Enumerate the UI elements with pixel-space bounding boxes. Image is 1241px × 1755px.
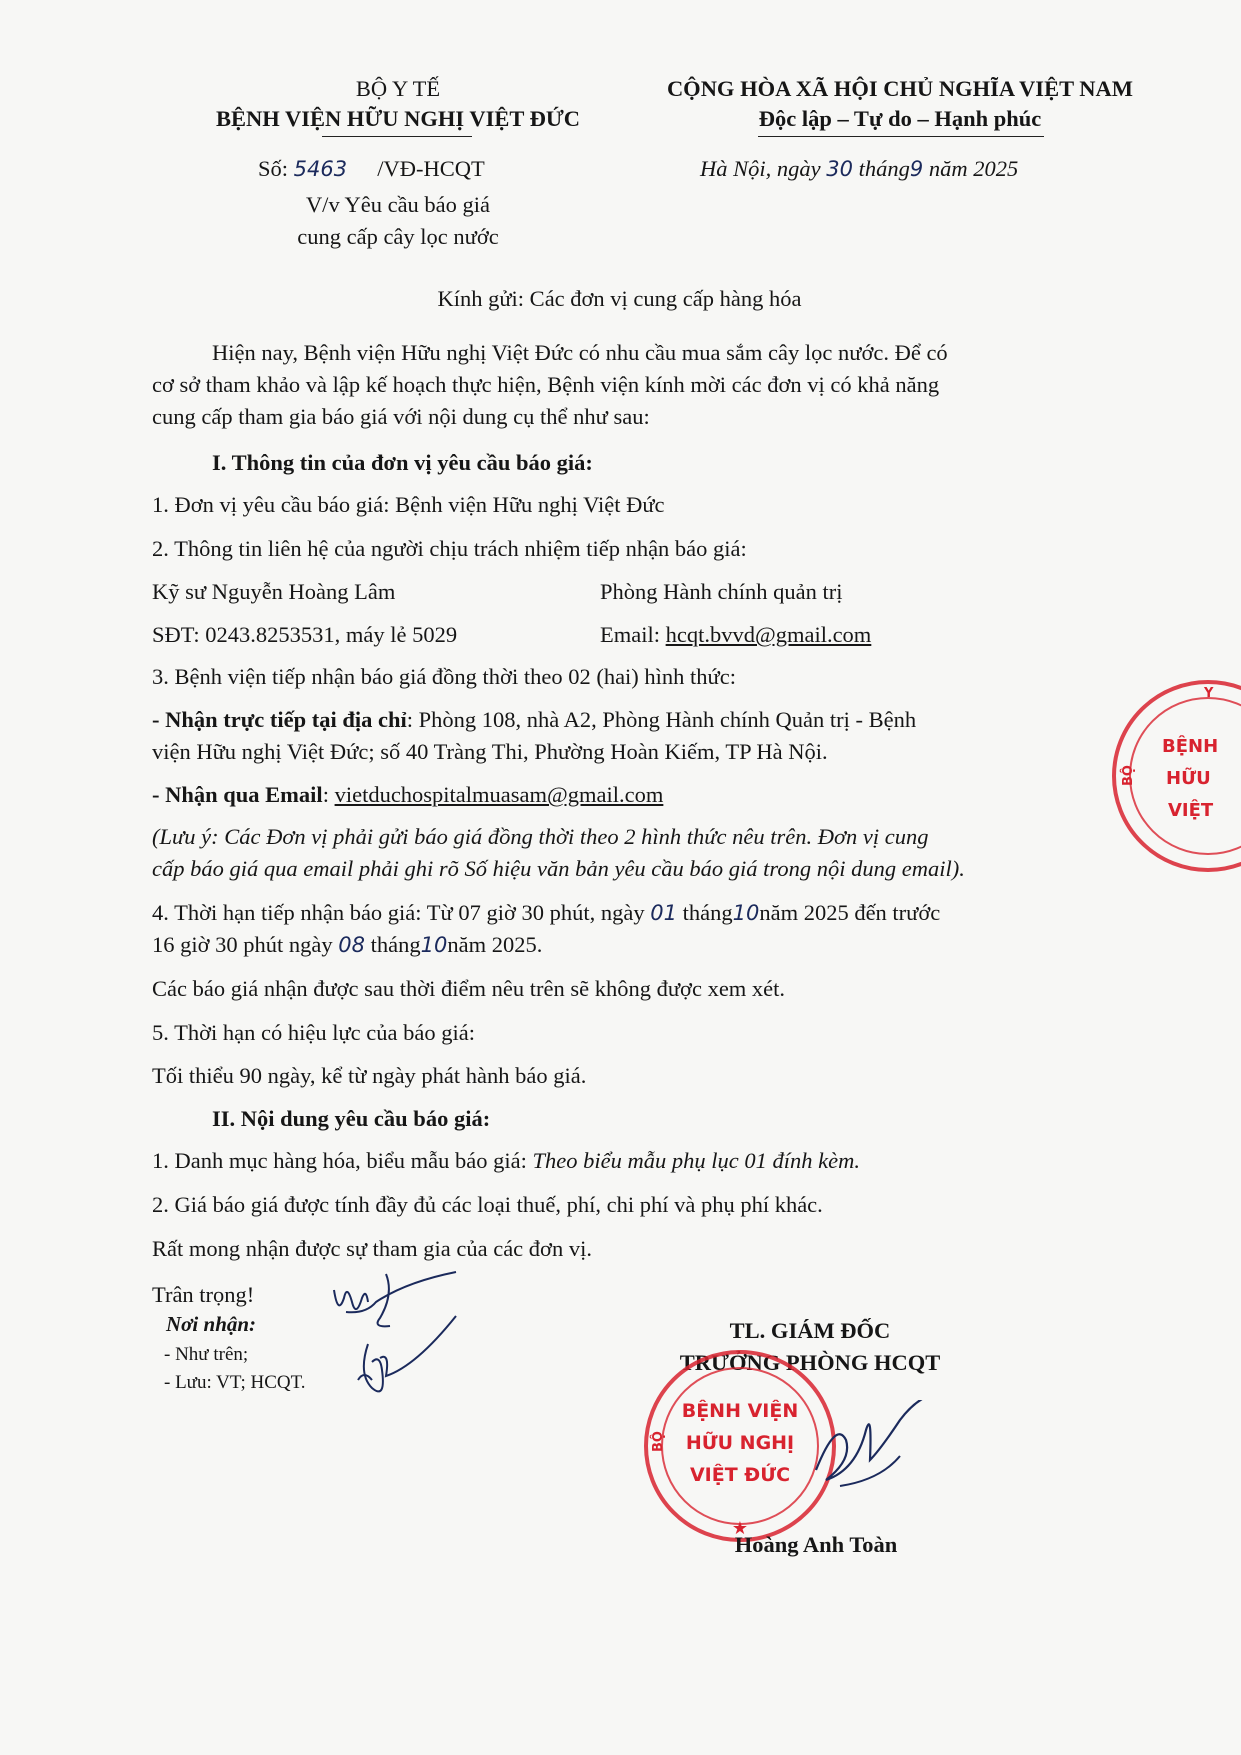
- contact-department: Phòng Hành chính quản trị: [600, 579, 843, 604]
- seal-line-1: BỆNH VIỆN: [681, 1400, 799, 1422]
- date-text-3: năm 2025: [928, 156, 1019, 181]
- section-1-item-2: 2. Thông tin liên hệ của người chịu trách nhiệm tiếp nhận báo giá:: [152, 536, 747, 561]
- svg-text:★: ★: [731, 1518, 749, 1538]
- doc-no-prefix: Số:: [258, 156, 289, 181]
- item4-text-f: năm 2025.: [447, 932, 543, 957]
- recipient-item-1: - Như trên;: [164, 1344, 249, 1365]
- issue-date: [700, 156, 1018, 182]
- email-submission-colon: :: [322, 782, 335, 807]
- section-2-item-1: [152, 1148, 860, 1174]
- date-text-1: Hà Nội, ngày: [700, 156, 821, 181]
- signer-name: Hoàng Anh Toàn: [734, 1532, 898, 1557]
- direct-submission-line-1: [152, 707, 916, 733]
- intro-line-3: cung cấp tham gia báo giá với nội dung cụ thể như sau:: [152, 404, 650, 429]
- edge-seal-line-3: VIỆT: [1168, 800, 1214, 821]
- note-line-1: (Lưu ý: Các Đơn vị phải gửi báo giá đồng thời theo 2 hình thức nêu trên. Đơn vị cung: [152, 824, 929, 849]
- contact-email-link[interactable]: hcqt.bvvd@gmail.com: [665, 622, 872, 647]
- regards: Trân trọng!: [152, 1282, 255, 1307]
- item4-day-1: 01: [650, 901, 677, 925]
- hospital-name: BỆNH VIỆN HỮU NGHỊ VIỆT ĐỨC: [215, 106, 581, 131]
- section-2-item-2: 2. Giá báo giá được tính đầy đủ các loại thuế, phí, chi phí và phụ phí khác.: [152, 1192, 823, 1217]
- section-1-title: I. Thông tin của đơn vị yêu cầu báo giá:: [212, 450, 593, 475]
- intro-line-2: cơ sở tham khảo và lập kế hoạch thực hiện, Bệnh viện kính mời các đơn vị có khả năng: [152, 372, 940, 397]
- date-day: 30: [826, 157, 853, 181]
- subject-line-1: V/v Yêu cầu báo giá: [305, 192, 491, 217]
- contact-email-row: [600, 622, 871, 648]
- item4-text-b: tháng: [682, 900, 733, 925]
- section-1-item-4-line-1: [152, 900, 940, 926]
- intro-line-1: Hiện nay, Bệnh viện Hữu nghị Việt Đức có nhu cầu mua sắm cây lọc nước. Để có: [212, 340, 948, 365]
- item4-day-2: 08: [338, 933, 365, 957]
- document-number: [258, 156, 485, 182]
- edge-seal-side-text: BỘ: [1120, 765, 1136, 786]
- signer-title-1: TL. GIÁM ĐỐC: [729, 1318, 891, 1343]
- edge-seal-top-text: Y: [1204, 686, 1214, 701]
- seal-side-text: BỘ: [650, 1431, 666, 1452]
- recipient-item-2: - Lưu: VT; HCQT.: [164, 1372, 306, 1393]
- section-1-item-5-text: Tối thiểu 90 ngày, kể từ ngày phát hành báo giá.: [152, 1063, 587, 1088]
- section-1-item-5: 5. Thời hạn có hiệu lực của báo giá:: [152, 1020, 475, 1045]
- contact-phone: SĐT: 0243.8253531, máy lẻ 5029: [152, 622, 458, 647]
- closing-line: Rất mong nhận được sự tham gia của các đơn vị.: [152, 1236, 592, 1261]
- doc-no-suffix: /VĐ-HCQT: [377, 156, 485, 181]
- edge-seal-line-2: HỮU: [1166, 768, 1211, 789]
- motto-underline: [758, 136, 1044, 137]
- motto: Độc lập – Tự do – Hạnh phúc: [758, 106, 1042, 131]
- direct-submission-label: - Nhận trực tiếp tại địa chỉ: [152, 707, 407, 732]
- contact-name: Kỹ sư Nguyễn Hoàng Lâm: [152, 579, 396, 604]
- ministry-name: BỘ Y TẾ: [355, 76, 441, 101]
- item4-note: Các báo giá nhận được sau thời điểm nêu trên sẽ không được xem xét.: [152, 976, 786, 1001]
- item4-text-e: tháng: [370, 932, 421, 957]
- section-2-item-1-italic: Theo biểu mẫu phụ lục 01 đính kèm.: [532, 1148, 860, 1173]
- seal-line-3: VIỆT ĐỨC: [689, 1464, 791, 1486]
- direct-submission-line-2: viện Hữu nghị Việt Đức; số 40 Tràng Thi, Phường Hoàn Kiếm, TP Hà Nội.: [152, 739, 828, 764]
- item4-month-2: 10: [420, 933, 448, 957]
- item4-month-1: 10: [732, 901, 760, 925]
- subject-line-2: cung cấp cây lọc nước: [297, 224, 499, 249]
- section-1-item-1: 1. Đơn vị yêu cầu báo giá: Bệnh viện Hữu nghị Việt Đức: [152, 492, 665, 517]
- section-1-item-3: 3. Bệnh viện tiếp nhận báo giá đồng thời theo 02 (hai) hình thức:: [152, 664, 736, 689]
- date-month: 9: [909, 157, 924, 181]
- section-2-title: II. Nội dung yêu cầu báo giá:: [212, 1106, 491, 1131]
- note-line-2: cấp báo giá qua email phải ghi rõ Số hiệu văn bản yêu cầu báo giá trong nội dung email).: [152, 856, 965, 881]
- section-1-item-4-line-2: [152, 932, 542, 958]
- seal-line-2: HỮU NGHỊ: [685, 1432, 795, 1454]
- director-signature: [810, 1400, 980, 1510]
- item4-text-d: 16 giờ 30 phút ngày: [152, 932, 333, 957]
- country-name: CỘNG HÒA XÃ HỘI CHỦ NGHĨA VIỆT NAM: [666, 76, 1134, 101]
- initials-signature: [322, 1262, 502, 1422]
- hospital-underline: [322, 136, 472, 137]
- email-submission-link[interactable]: vietduchospitalmuasam@gmail.com: [334, 782, 664, 807]
- recipient-line: Kính gửi: Các đơn vị cung cấp hàng hóa: [437, 286, 802, 311]
- edge-seal-line-1: BỆNH: [1162, 736, 1219, 757]
- date-text-2: tháng: [858, 156, 910, 181]
- contact-email-label: Email:: [600, 622, 666, 647]
- doc-no-handwritten: 5463: [293, 157, 348, 181]
- section-2-item-1-text: 1. Danh mục hàng hóa, biểu mẫu báo giá:: [152, 1148, 533, 1173]
- item4-text-c: năm 2025 đến trước: [759, 900, 941, 925]
- edge-seal: [1108, 676, 1241, 876]
- recipients-title: Nơi nhận:: [166, 1312, 257, 1336]
- direct-submission-text-1: : Phòng 108, nhà A2, Phòng Hành chính Quản trị - Bệnh: [406, 707, 917, 732]
- email-submission-line: [152, 782, 663, 808]
- signer-title-2: TRƯỞNG PHÒNG HCQT: [679, 1350, 941, 1375]
- email-submission-label: - Nhận qua Email: [152, 782, 323, 807]
- item4-text-a: 4. Thời hạn tiếp nhận báo giá: Từ 07 giờ 30 phút, ngày: [152, 900, 645, 925]
